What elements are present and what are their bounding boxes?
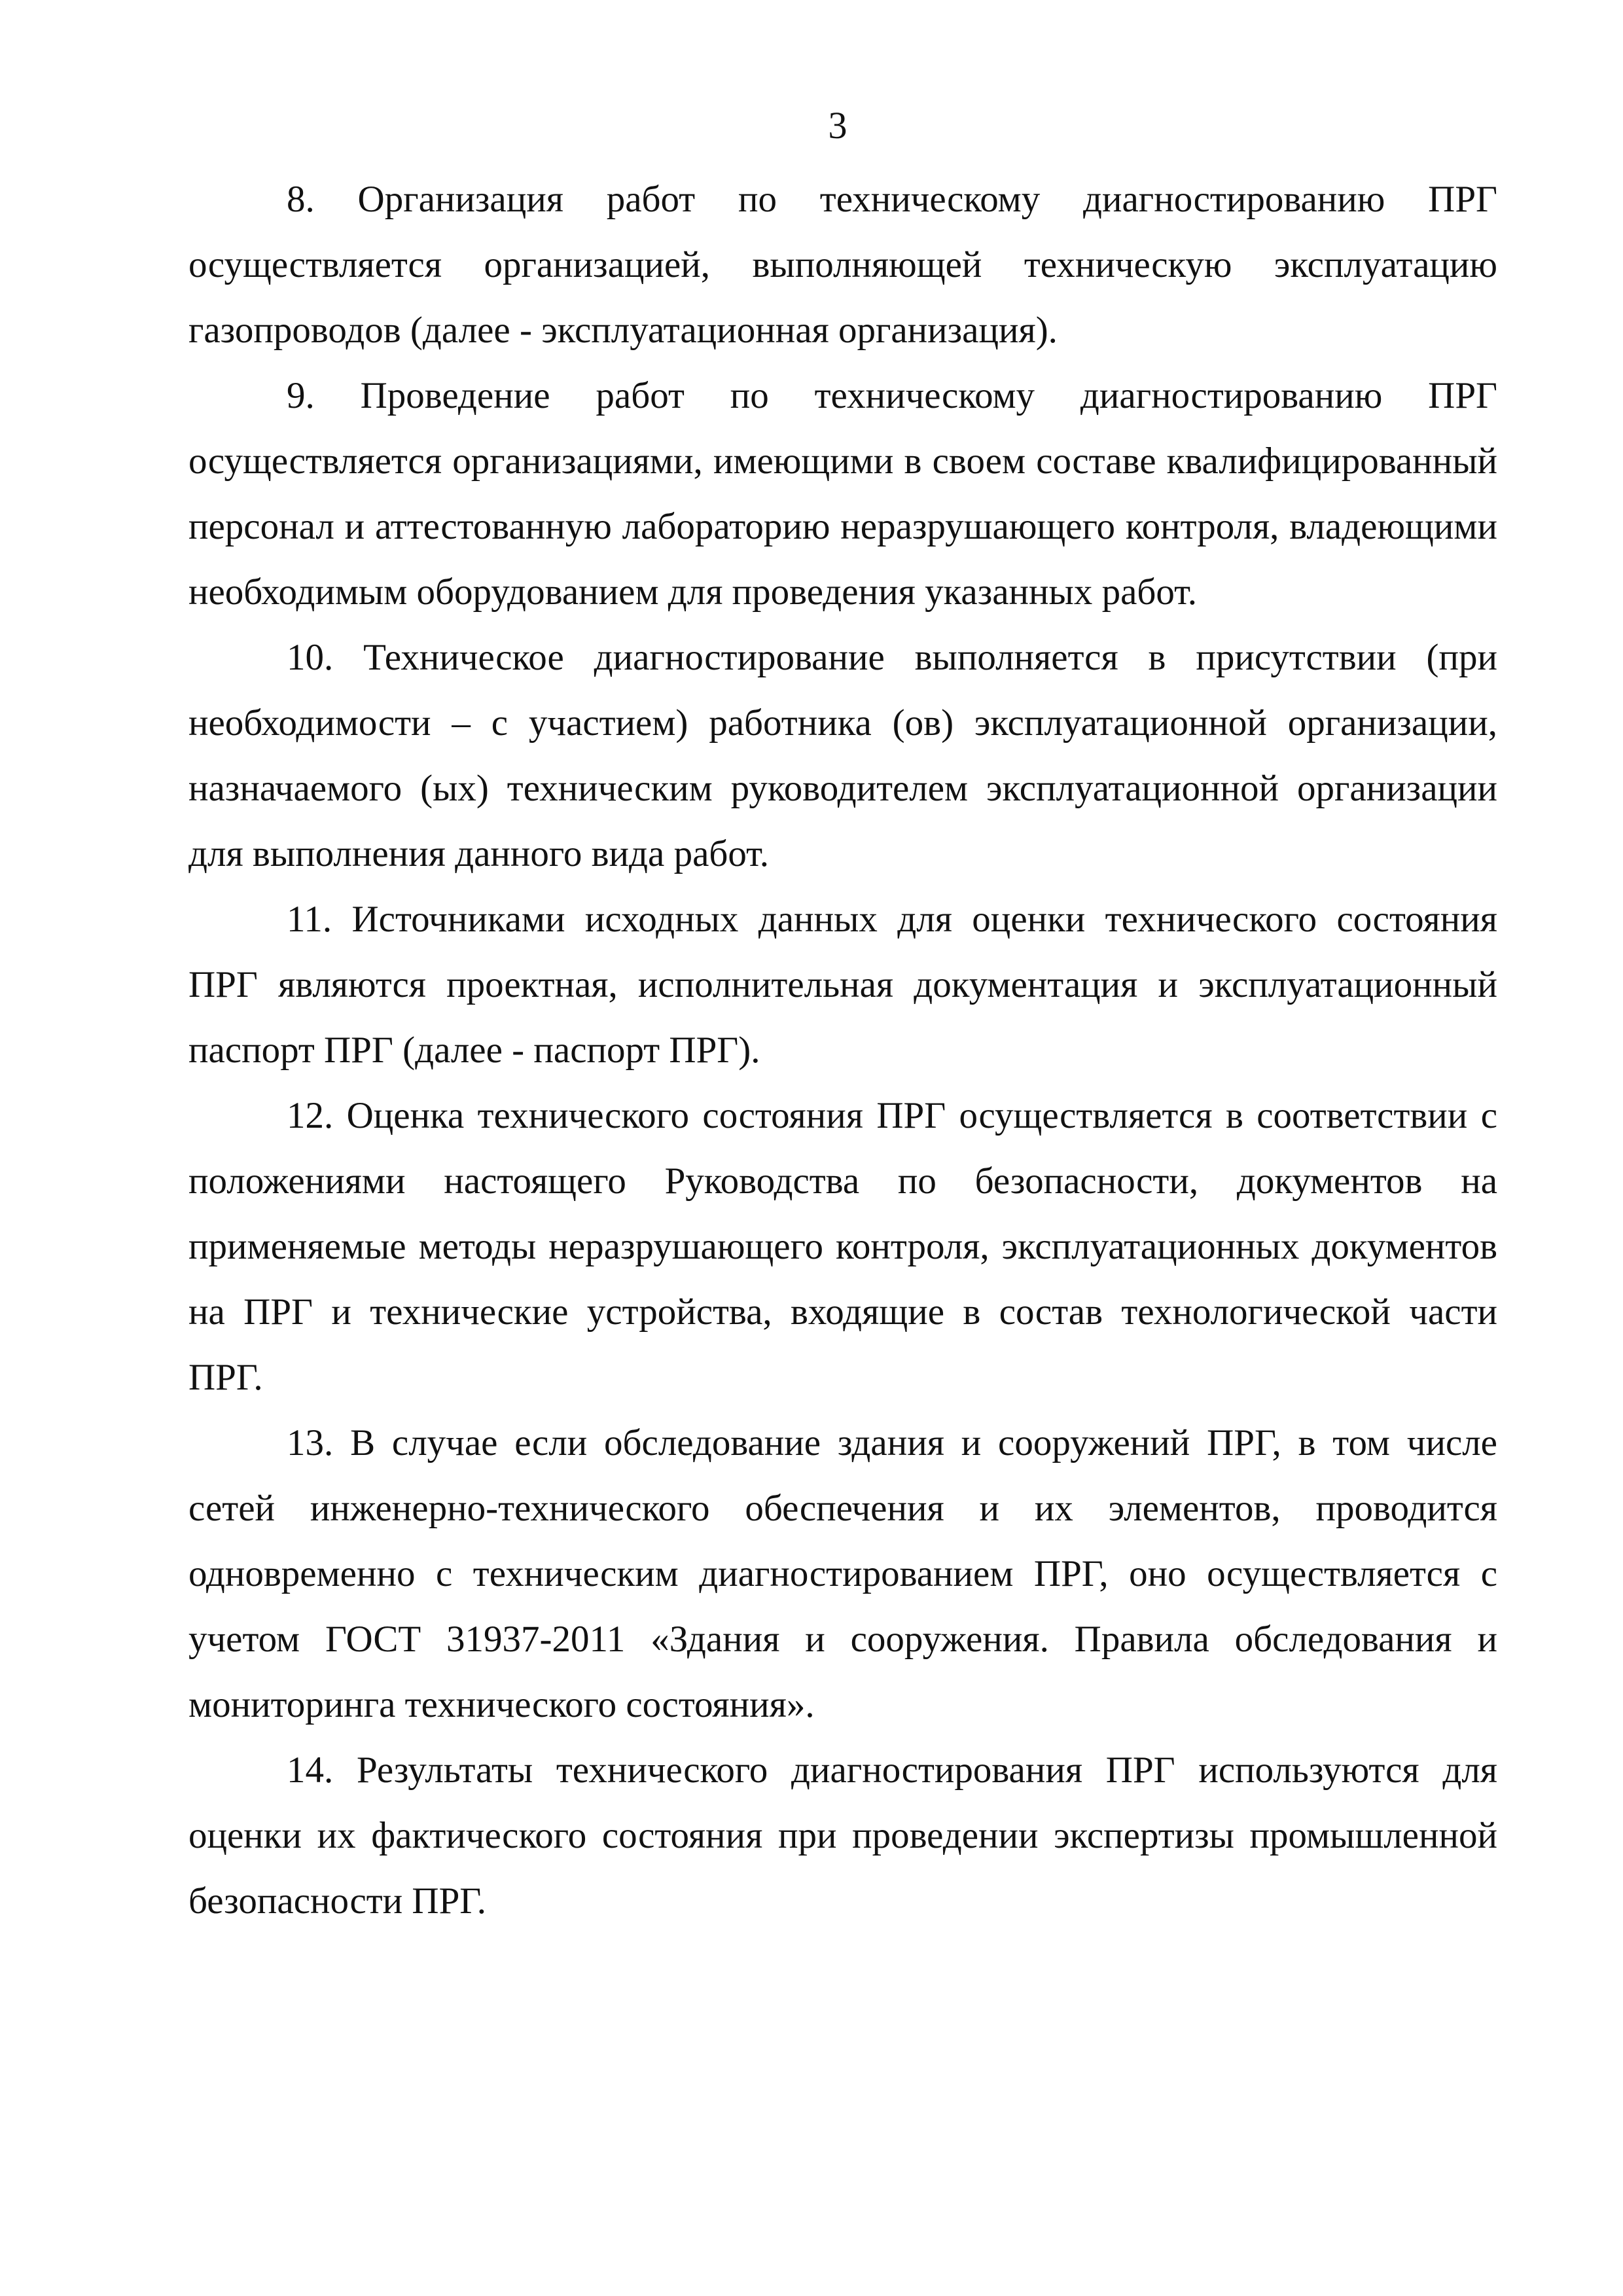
document-body	[188, 167, 1497, 1934]
paragraph-13: 13. В случае если обследование здания и сооружений ПРГ, в том числе сетей инженерно-технического обеспечения и их элементов, проводится одновременно с техническим диагностированием ПРГ, оно осуществляется с учетом ГОСТ 31937-2011 «Здания и сооружения. Правила обследования и мониторинга технического состояния».	[188, 1422, 1497, 1725]
page-number: 3	[828, 104, 847, 147]
paragraph-14: 14. Результаты технического диагностирования ПРГ используются для оценки их фактического состояния при проведении экспертизы промышленной безопасности ПРГ.	[188, 1749, 1497, 1922]
paragraph-11: 11. Источниками исходных данных для оценки технического состояния ПРГ являются проектная, исполнительная документация и эксплуатационный паспорт ПРГ (далее - паспорт ПРГ).	[188, 899, 1497, 1071]
paragraph-8: 8. Организация работ по техническому диагностированию ПРГ осуществляется организацией, выполняющей техническую эксплуатацию газопроводов (далее - эксплуатационная организация).	[188, 179, 1497, 351]
paragraph-12: 12. Оценка технического состояния ПРГ осуществляется в соответствии с положениями настоящего Руководства по безопасности, документов на применяемые методы неразрушающего контроля, эксплуатационных документов на ПРГ и технические устройства, входящие в состав технологической части ПРГ.	[188, 1095, 1497, 1398]
paragraph-10: 10. Техническое диагностирование выполняется в присутствии (при необходимости – с участием) работника (ов) эксплуатационной организации, назначаемого (ых) техническим руководителем эксплуатационной организации для выполнения данного вида работ.	[188, 637, 1497, 874]
paragraph-9: 9. Проведение работ по техническому диагностированию ПРГ осуществляется организациями, имеющими в своем составе квалифицированный персонал и аттестованную лабораторию неразрушающего контроля, владеющими необходимым оборудованием для проведения указанных работ.	[188, 375, 1497, 613]
